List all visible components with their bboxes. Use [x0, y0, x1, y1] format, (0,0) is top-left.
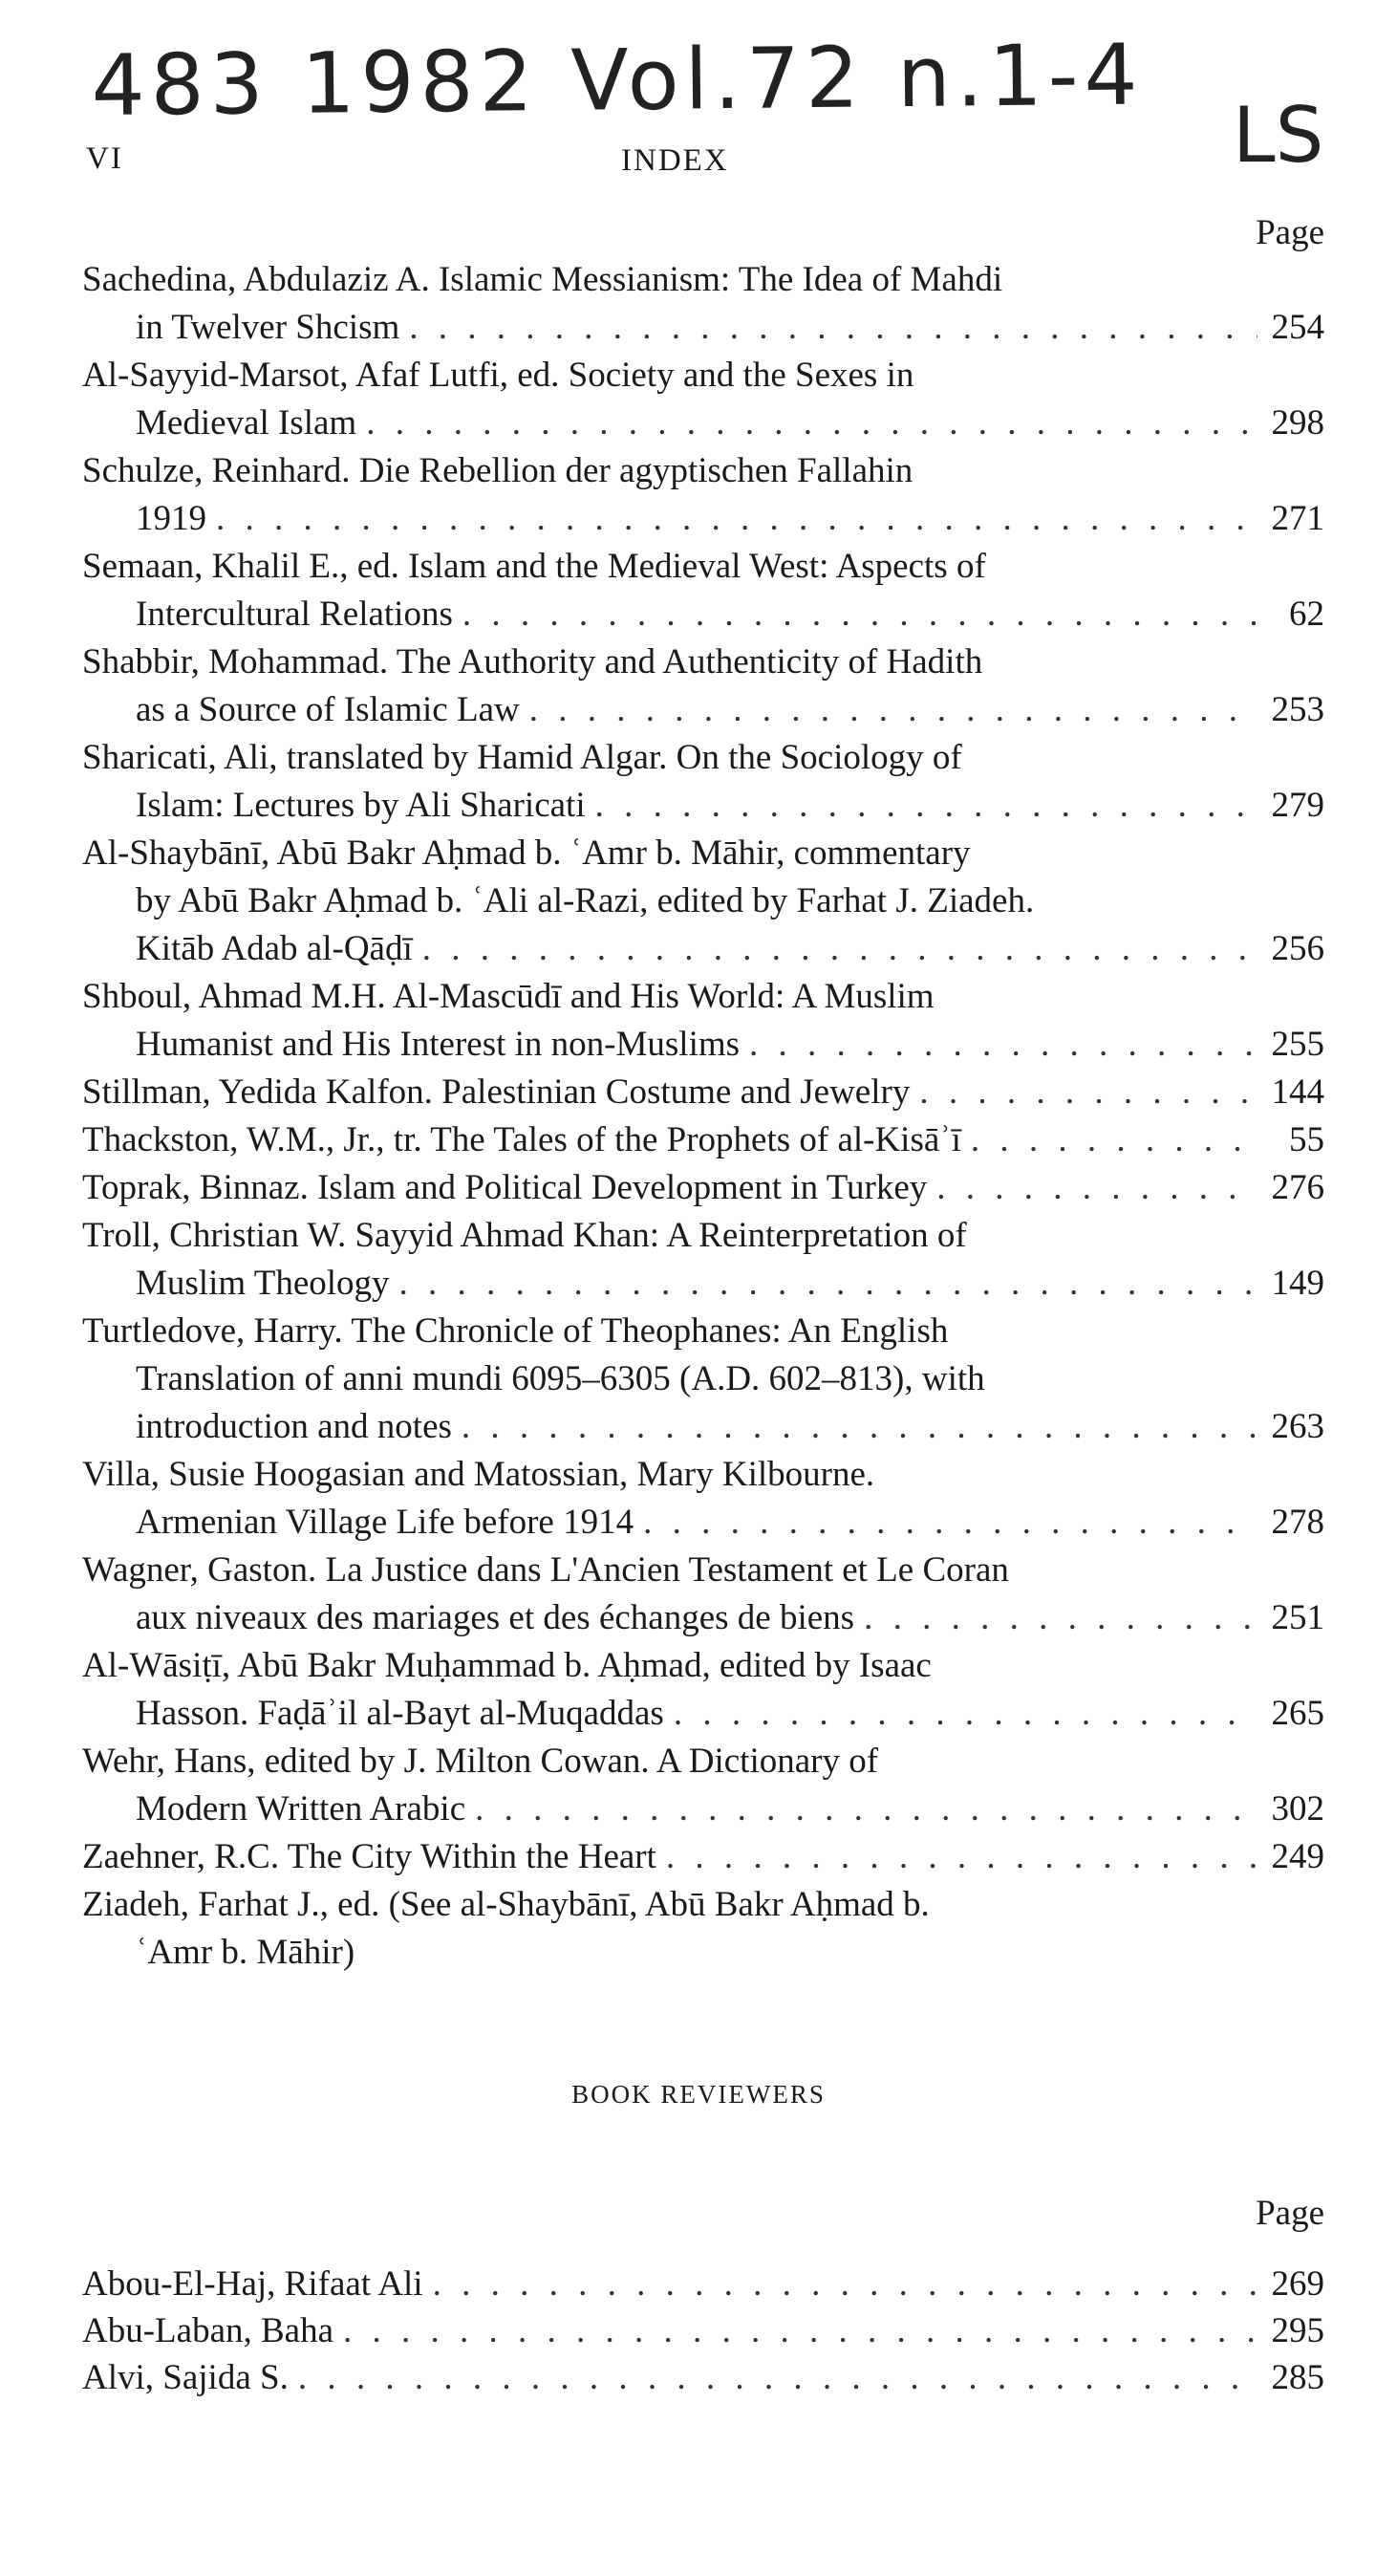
- entry-text: Al-Sayyid-Marsot, Afaf Lutfi, ed. Society and the Sexes in: [82, 356, 914, 395]
- index-entry: [82, 1116, 1324, 1164]
- page-number: VI: [86, 141, 123, 176]
- handwritten-code: LS: [1233, 91, 1324, 180]
- entry-page-number: 253: [1271, 690, 1324, 729]
- entry-line: [82, 495, 1324, 543]
- reviewer-line: [82, 2354, 1324, 2401]
- entry-line: [82, 1786, 1324, 1833]
- entry-text: Troll, Christian W. Sayyid Ahmad Khan: A Reinterpretation of: [82, 1216, 967, 1255]
- index-entry: [82, 352, 1324, 447]
- dot-leader: [749, 1021, 1257, 1069]
- entry-page-number: 149: [1271, 1264, 1324, 1303]
- dot-leader: [422, 925, 1257, 973]
- index-entry: [82, 639, 1324, 734]
- entry-text: Turtledove, Harry. The Chronicle of Theophanes: An English: [82, 1311, 949, 1351]
- index-entry: [82, 1738, 1324, 1833]
- book-reviewers-heading: BOOK REVIEWERS: [571, 2080, 826, 2109]
- dot-leader: [674, 1690, 1257, 1738]
- entry-text: Thackston, W.M., Jr., tr. The Tales of the Prophets of al-Kisāʾī: [82, 1120, 961, 1159]
- dot-leader: [666, 1833, 1257, 1881]
- reviewer-entry: [82, 2354, 1324, 2401]
- entry-page-number: 255: [1271, 1025, 1324, 1064]
- index-entry: [82, 1308, 1324, 1451]
- entry-line: [82, 1690, 1324, 1738]
- entry-text: Intercultural Relations: [136, 595, 453, 634]
- index-entry: [82, 1164, 1324, 1212]
- entry-page-number: 265: [1271, 1694, 1324, 1733]
- index-entry: [82, 1451, 1324, 1547]
- reviewer-entry: [82, 2307, 1324, 2354]
- entry-line: [82, 1833, 1324, 1881]
- entry-text: Islam: Lectures by Ali Sharicati: [136, 786, 586, 825]
- dot-leader: [462, 1403, 1257, 1451]
- reviewer-name: Abu-Laban, Baha: [82, 2311, 334, 2350]
- entry-text: Villa, Susie Hoogasian and Matossian, Mary Kilbourne.: [82, 1455, 875, 1494]
- reviewers-list: [82, 2261, 1324, 2401]
- dot-leader: [366, 400, 1257, 447]
- entry-line: [82, 1164, 1324, 1212]
- index-entry: [82, 256, 1324, 352]
- index-entry: [82, 1069, 1324, 1116]
- entry-text: Schulze, Reinhard. Die Rebellion der agyptischen Fallahin: [82, 451, 913, 490]
- entry-text: introduction and notes: [136, 1407, 452, 1446]
- reviewer-name: Alvi, Sajida S.: [82, 2358, 289, 2397]
- dot-leader: [343, 2307, 1257, 2354]
- dot-leader: [919, 1069, 1257, 1116]
- index-entry: [82, 1833, 1324, 1881]
- entry-page-number: 271: [1271, 499, 1324, 538]
- entry-text: as a Source of Islamic Law: [136, 690, 520, 729]
- entry-page-number: 276: [1271, 1168, 1324, 1207]
- entry-text: Medieval Islam: [136, 403, 357, 443]
- entry-text: Muslim Theology: [136, 1264, 390, 1303]
- dot-leader: [298, 2354, 1257, 2401]
- dot-leader: [971, 1116, 1257, 1164]
- entry-text: Humanist and His Interest in non-Muslims: [136, 1025, 741, 1064]
- entry-text: Translation of anni mundi 6095–6305 (A.D. 602–813), with: [136, 1359, 985, 1398]
- page-column-header: Page: [1256, 213, 1324, 252]
- entry-page-number: 256: [1271, 929, 1324, 968]
- dot-leader: [936, 1164, 1257, 1212]
- reviewer-entry: [82, 2261, 1324, 2307]
- entry-text: 1919: [136, 499, 206, 538]
- entry-text: in Twelver Shcism: [136, 308, 400, 347]
- entry-line: [82, 925, 1324, 973]
- entry-text: Shabbir, Mohammad. The Authority and Authenticity of Hadith: [82, 642, 983, 682]
- reviewer-page-number: 285: [1271, 2358, 1324, 2397]
- reviewer-page-number: 295: [1271, 2311, 1324, 2350]
- entry-page-number: 298: [1271, 403, 1324, 443]
- index-entry: [82, 1212, 1324, 1308]
- dot-leader: [595, 782, 1257, 830]
- entry-text: Sachedina, Abdulaziz A. Islamic Messianism: The Idea of Mahdi: [82, 260, 1003, 299]
- reviewer-name: Abou-El-Haj, Rifaat Ali: [82, 2264, 423, 2304]
- index-list: [82, 256, 1324, 1977]
- index-entry: [82, 1642, 1324, 1738]
- dot-leader: [529, 686, 1257, 734]
- entry-line: [82, 1403, 1324, 1451]
- entry-text: Ziadeh, Farhat J., ed. (See al-Shaybānī, Abū Bakr Aḥmad b.: [82, 1885, 930, 1924]
- entry-line: [82, 400, 1324, 447]
- entry-text: ʿAmr b. Māhir): [136, 1933, 355, 1972]
- entry-line: [82, 1499, 1324, 1547]
- dot-leader: [399, 1260, 1257, 1308]
- entry-page-number: 302: [1271, 1789, 1324, 1829]
- entry-page-number: 249: [1271, 1837, 1324, 1876]
- reviewer-page-number: 269: [1271, 2264, 1324, 2304]
- entry-page-number: 278: [1271, 1503, 1324, 1542]
- handwritten-call-number: 483 1982 Vol.72 n.1-4: [91, 25, 1144, 135]
- entry-page-number: 55: [1289, 1120, 1324, 1159]
- index-entry: [82, 447, 1324, 543]
- reviewers-page-column-header: Page: [1256, 2194, 1324, 2233]
- reviewer-line: [82, 2261, 1324, 2307]
- entry-page-number: 251: [1271, 1598, 1324, 1637]
- entry-line: [82, 591, 1324, 639]
- dot-leader: [475, 1786, 1257, 1833]
- reviewer-line: [82, 2307, 1324, 2354]
- dot-leader: [643, 1499, 1257, 1547]
- entry-line: [82, 304, 1324, 352]
- dot-leader: [409, 304, 1257, 352]
- index-entry: [82, 543, 1324, 639]
- entry-line: [82, 1069, 1324, 1116]
- dot-leader: [216, 495, 1257, 543]
- entry-text: Kitāb Adab al-Qāḍī: [136, 929, 413, 968]
- entry-text: by Abū Bakr Aḥmad b. ʿAli al-Razi, edited by Farhat J. Ziadeh.: [136, 881, 1035, 920]
- entry-text: Sharicati, Ali, translated by Hamid Algar. On the Sociology of: [82, 738, 962, 777]
- entry-line: [82, 1260, 1324, 1308]
- entry-text: Armenian Village Life before 1914: [136, 1503, 634, 1542]
- index-entry: [82, 1881, 1324, 1977]
- entry-page-number: 144: [1271, 1072, 1324, 1112]
- index-entry: [82, 734, 1324, 830]
- dot-leader: [433, 2261, 1257, 2307]
- entry-text: Toprak, Binnaz. Islam and Political Development in Turkey: [82, 1168, 928, 1207]
- entry-line: [82, 1116, 1324, 1164]
- entry-text: Wehr, Hans, edited by J. Milton Cowan. A Dictionary of: [82, 1742, 879, 1781]
- entry-text: Al-Shaybānī, Abū Bakr Aḥmad b. ʿAmr b. Māhir, commentary: [82, 833, 971, 873]
- entry-text: Wagner, Gaston. La Justice dans L'Ancien Testament et Le Coran: [82, 1550, 1009, 1590]
- dot-leader: [462, 591, 1257, 639]
- entry-page-number: 279: [1271, 786, 1324, 825]
- entry-text: Stillman, Yedida Kalfon. Palestinian Costume and Jewelry: [82, 1072, 911, 1112]
- entry-text: Zaehner, R.C. The City Within the Heart: [82, 1837, 656, 1876]
- index-entry: [82, 1547, 1324, 1642]
- entry-text: Hasson. Faḍāʾil al-Bayt al-Muqaddas: [136, 1694, 664, 1733]
- running-head: INDEX: [621, 143, 729, 178]
- entry-text: Shboul, Ahmad M.H. Al-Mascūdī and His World: A Muslim: [82, 977, 935, 1016]
- entry-text: Al-Wāsiṭī, Abū Bakr Muḥammad b. Aḥmad, edited by Isaac: [82, 1646, 932, 1685]
- entry-line: [82, 782, 1324, 830]
- dot-leader: [864, 1594, 1257, 1642]
- entry-line: [82, 686, 1324, 734]
- entry-line: [82, 1021, 1324, 1069]
- index-entry: [82, 973, 1324, 1069]
- entry-line: [82, 1594, 1324, 1642]
- index-entry: [82, 830, 1324, 973]
- entry-text: Semaan, Khalil E., ed. Islam and the Medieval West: Aspects of: [82, 547, 986, 586]
- entry-page-number: 254: [1271, 308, 1324, 347]
- entry-page-number: 263: [1271, 1407, 1324, 1446]
- entry-page-number: 62: [1289, 595, 1324, 634]
- entry-text: Modern Written Arabic: [136, 1789, 466, 1829]
- entry-text: aux niveaux des mariages et des échanges de biens: [136, 1598, 855, 1637]
